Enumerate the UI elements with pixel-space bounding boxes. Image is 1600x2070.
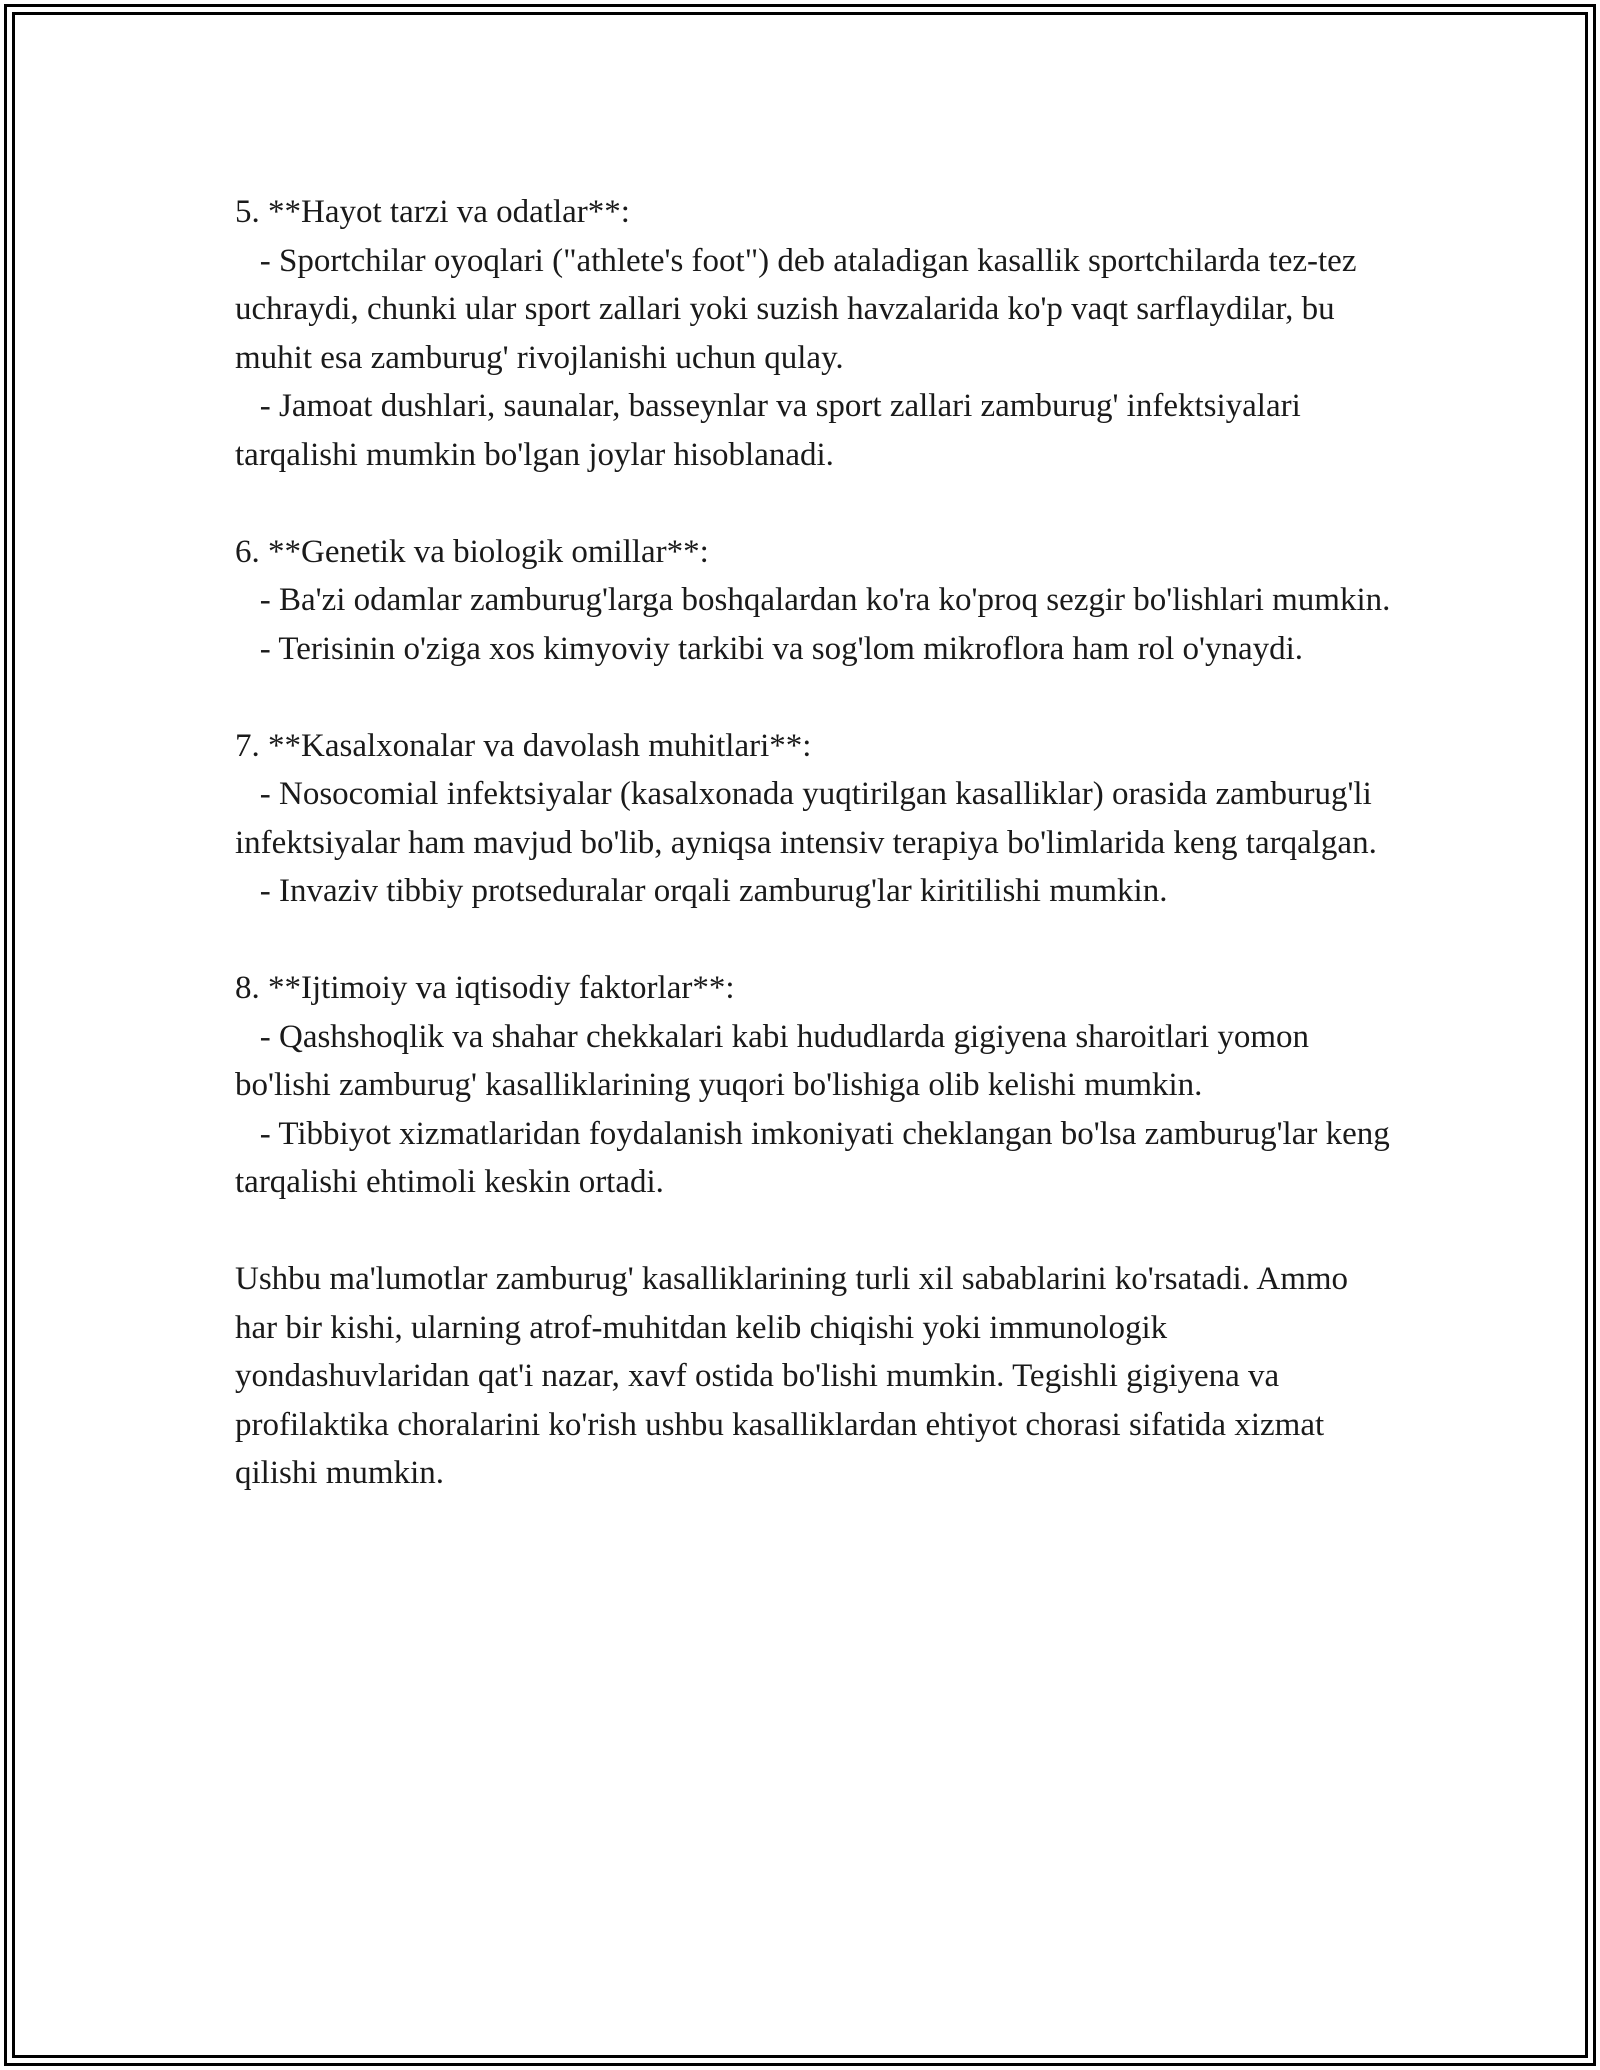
section-socioeconomic — [235, 964, 1398, 1207]
bullet-item: - Qashshoqlik va shahar chekkalari kabi hududlarda gigiyena sharoitlari yomon bo'lishi zamburug' kasalliklarining yuqori bo'lishiga olib kelishi mumkin. — [235, 1018, 1318, 1103]
section-heading: 8. **Ijtimoiy va iqtisodiy faktorlar**: — [235, 970, 735, 1006]
section-heading: 6. **Genetik va biologik omillar**: — [235, 533, 709, 570]
bullet-item: - Tibbiyot xizmatlaridan foydalanish imkoniyati cheklangan bo'lsa zamburug'lar keng tarqalishi ehtimoli keskin ortadi. — [235, 1115, 1398, 1200]
section-genetic — [235, 528, 1395, 674]
section-heading: 7. **Kasalxonalar va davolash muhitlari**: — [235, 727, 812, 764]
section-heading: 5. **Hayot tarzi va odatlar**: — [235, 194, 630, 230]
document-body — [235, 188, 1398, 1498]
bullet-item: - Nosocomial infektsiyalar (kasalxonada yuqtirilgan kasalliklar) orasida zamburug'li infektsiyalar ham mavjud bo'lib, ayniqsa intensiv terapiya bo'limlarida keng tarqalgan. — [235, 776, 1381, 861]
bullet-item: - Invaziv tibbiy protseduralar orqali zamburug'lar kiritilishi mumkin. — [235, 873, 1168, 909]
bullet-item: - Sportchilar oyoqlari ("athlete's foot") deb ataladigan kasallik sportchilarda tez-tez uchraydi, chunki ular sport zallari yoki suzish havzalarida ko'p vaqt sarflaydilar, bu muhit esa zamburug' rivojlanishi uchun qulay. — [235, 242, 1365, 376]
section-hospitals — [235, 722, 1395, 916]
bullet-item: - Jamoat dushlari, saunalar, basseynlar va sport zallari zamburug' infektsiyalari tarqalishi mumkin bo'lgan joylar hisoblanadi. — [235, 388, 1310, 473]
bullet-item: - Ba'zi odamlar zamburug'larga boshqalardan ko'ra ko'proq sezgir bo'lishlari mumkin. — [235, 582, 1391, 618]
section-lifestyle — [235, 188, 1395, 479]
bullet-item: - Terisinin o'ziga xos kimyoviy tarkibi va sog'lom mikroflora ham rol o'ynaydi. — [235, 630, 1304, 667]
closing-paragraph: Ushbu ma'lumotlar zamburug' kasalliklarining turli xil sabablarini ko'rsatadi. Ammo har bir kishi, ularning atrof-muhitdan kelib chiqishi yoki immunologik yondashuvlaridan qat'i nazar, xavf ostida bo'lishi mumkin. Tegishli gigiyena va profilaktika choralarini ko'rish ushbu kasalliklardan ehtiyot chorasi sifatida xizmat qilishi mumkin. — [235, 1261, 1349, 1491]
